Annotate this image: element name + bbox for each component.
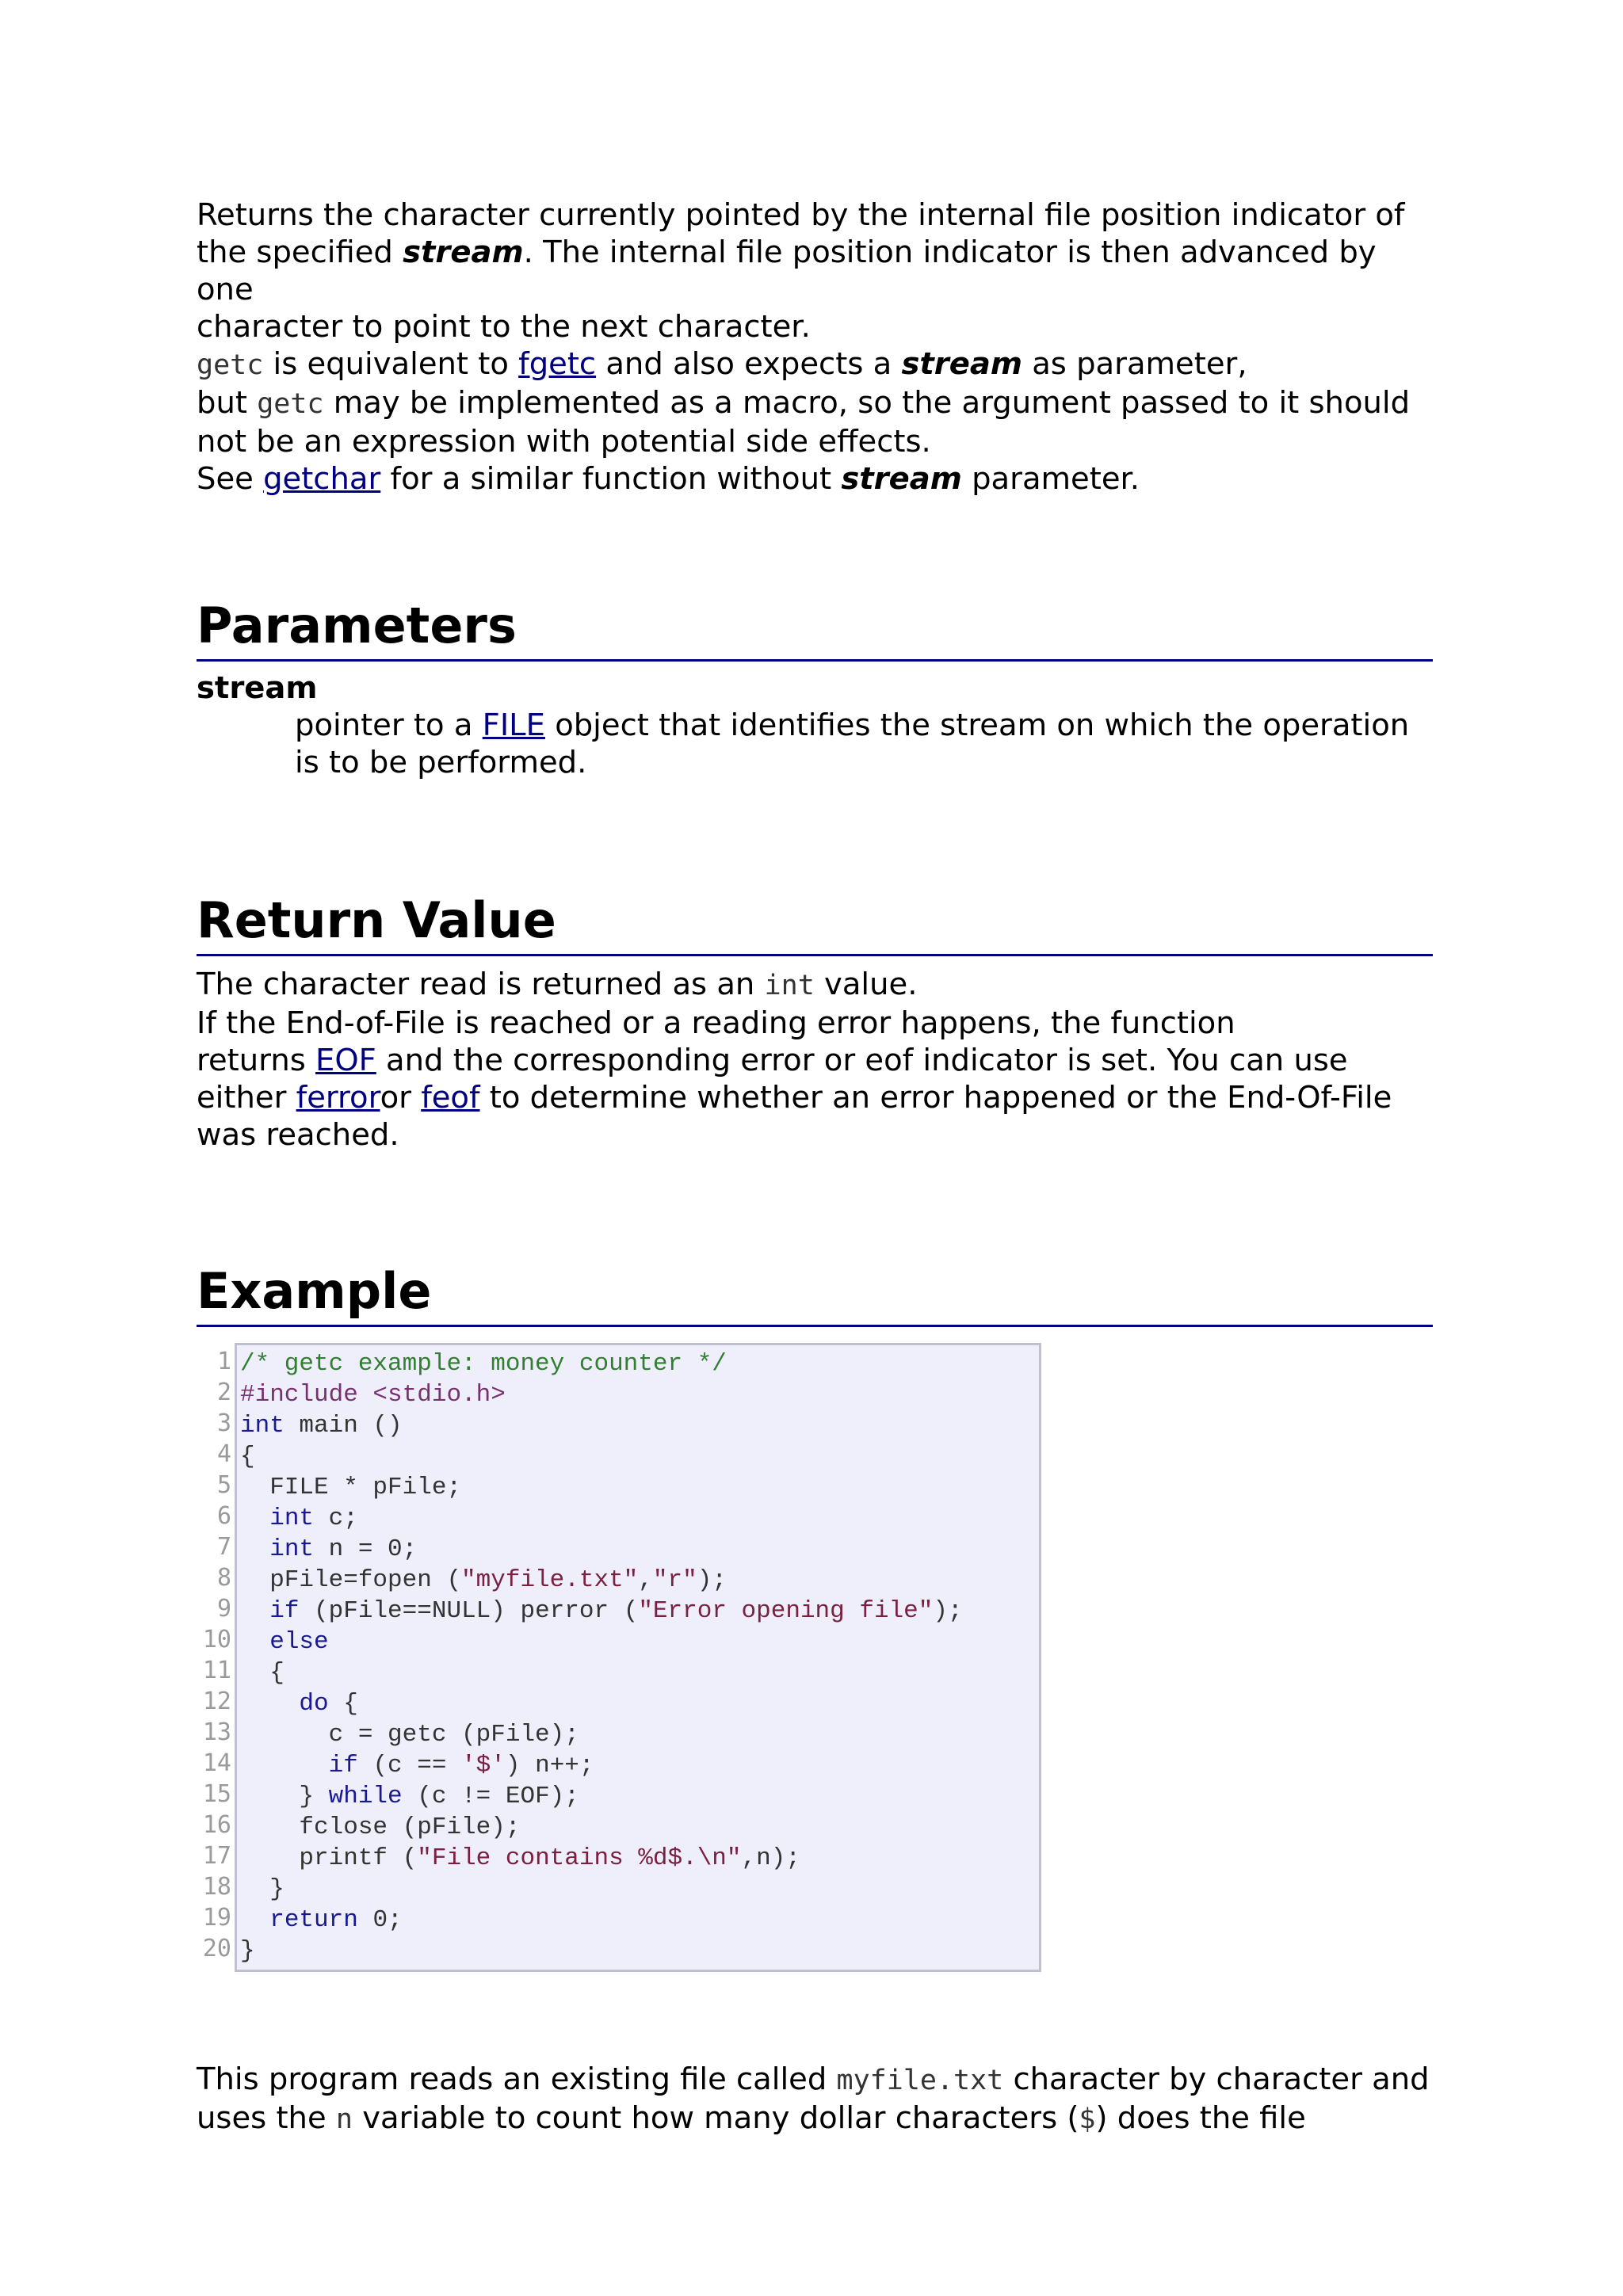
line-number: 6 bbox=[216, 1502, 231, 1530]
param-stream-description: pointer to a FILE object that identifies the stream on which the operation is to be performed. bbox=[295, 707, 1410, 780]
code-line: pFile=fopen ("myfile.txt","r"); bbox=[240, 1566, 727, 1594]
line-number: 18 bbox=[202, 1873, 231, 1901]
n-variable-code: n bbox=[335, 2103, 353, 2135]
getchar-link[interactable]: getchar bbox=[263, 461, 381, 497]
line-number: 15 bbox=[202, 1780, 231, 1808]
code-line: if (pFile==NULL) perror ("Error opening file"); bbox=[269, 1597, 963, 1625]
code-line: return 0; bbox=[269, 1906, 403, 1934]
param-stream-name: stream bbox=[197, 670, 318, 706]
code-line: if (c == '$') n++; bbox=[328, 1752, 594, 1779]
eof-link[interactable]: EOF bbox=[315, 1043, 376, 1078]
code-line: } bbox=[240, 1937, 255, 1965]
code-line: int c; bbox=[269, 1505, 358, 1532]
code-line: #include <stdio.h> bbox=[240, 1381, 506, 1409]
code-line: int n = 0; bbox=[269, 1535, 418, 1563]
return-value-heading: Return Value bbox=[197, 892, 1433, 956]
dollar-code: $ bbox=[1079, 2103, 1096, 2135]
line-number: 14 bbox=[202, 1749, 231, 1777]
code-line: { bbox=[240, 1443, 255, 1470]
line-number: 13 bbox=[202, 1718, 231, 1746]
code-line: c = getc (pFile); bbox=[240, 1721, 579, 1749]
example-explanation: This program reads an existing file called myfile.txt character by character and uses the n variable to count how many dollar characters ($) does the file bbox=[197, 2061, 1430, 2136]
line-number-gutter bbox=[197, 1343, 235, 1972]
example-heading: Example bbox=[197, 1263, 1433, 1327]
return-value-text: The character read is returned as an int value. If the End-of-File is reached or a reading error happens, the function returns EOF and the corresponding error or eof indicator is set. You can use either ferroror feof to determine whether an error happened or the End-Of-File was reached. bbox=[197, 967, 1392, 1153]
line-number: 3 bbox=[216, 1409, 231, 1437]
filename-code: myfile.txt bbox=[836, 2065, 1004, 2096]
stream-emphasis: stream bbox=[403, 235, 524, 270]
line-number: 11 bbox=[202, 1657, 231, 1684]
line-number: 20 bbox=[202, 1935, 231, 1962]
line-number: 10 bbox=[202, 1626, 231, 1653]
code-line: } while (c != EOF); bbox=[240, 1783, 579, 1810]
line-number: 8 bbox=[216, 1564, 231, 1592]
code-line: } bbox=[240, 1875, 285, 1903]
line-number: 17 bbox=[202, 1842, 231, 1870]
fgetc-link[interactable]: fgetc bbox=[518, 346, 597, 382]
ferror-link[interactable]: ferror bbox=[296, 1080, 380, 1116]
code-example bbox=[197, 1343, 1433, 1972]
parameters-heading: Parameters bbox=[197, 597, 1433, 662]
file-link[interactable]: FILE bbox=[482, 707, 545, 743]
line-number: 12 bbox=[202, 1688, 231, 1715]
line-number: 16 bbox=[202, 1811, 231, 1839]
line-number: 1 bbox=[216, 1348, 231, 1375]
getc-code: getc bbox=[197, 349, 264, 381]
document-page bbox=[197, 196, 1433, 2138]
line-number: 9 bbox=[216, 1595, 231, 1623]
code-line: /* getc example: money counter */ bbox=[240, 1350, 727, 1378]
code-line: printf ("File contains %d$.\n",n); bbox=[240, 1844, 800, 1872]
line-number: 7 bbox=[216, 1533, 231, 1561]
code-line: FILE * pFile; bbox=[240, 1474, 462, 1501]
line-number: 5 bbox=[216, 1471, 231, 1499]
line-number: 2 bbox=[216, 1379, 231, 1406]
code-box bbox=[235, 1343, 1041, 1972]
code-line: { bbox=[240, 1659, 285, 1687]
intro-paragraph: Returns the character currently pointed by the internal file position indicator of the specified stream. The internal file position indicator is then advanced by one character to point to the next character. getc is equivalent to fgetc and also expects a stream as parameter, but getc may be implemented as a macro, so the argument passed to it should not be an expression with potential side effects. See getchar for a similar function without stream parameter. bbox=[197, 197, 1411, 497]
code-line: int main () bbox=[240, 1412, 403, 1440]
int-code: int bbox=[764, 970, 815, 1001]
line-number: 4 bbox=[216, 1440, 231, 1468]
line-number: 19 bbox=[202, 1904, 231, 1932]
code-line: do { bbox=[299, 1690, 358, 1718]
code-line: fclose (pFile); bbox=[240, 1814, 521, 1841]
intro-text: Returns the character currently pointed by the internal file position indicator of bbox=[197, 197, 1405, 233]
code-line: else bbox=[269, 1628, 329, 1656]
feof-link[interactable]: feof bbox=[421, 1080, 480, 1116]
